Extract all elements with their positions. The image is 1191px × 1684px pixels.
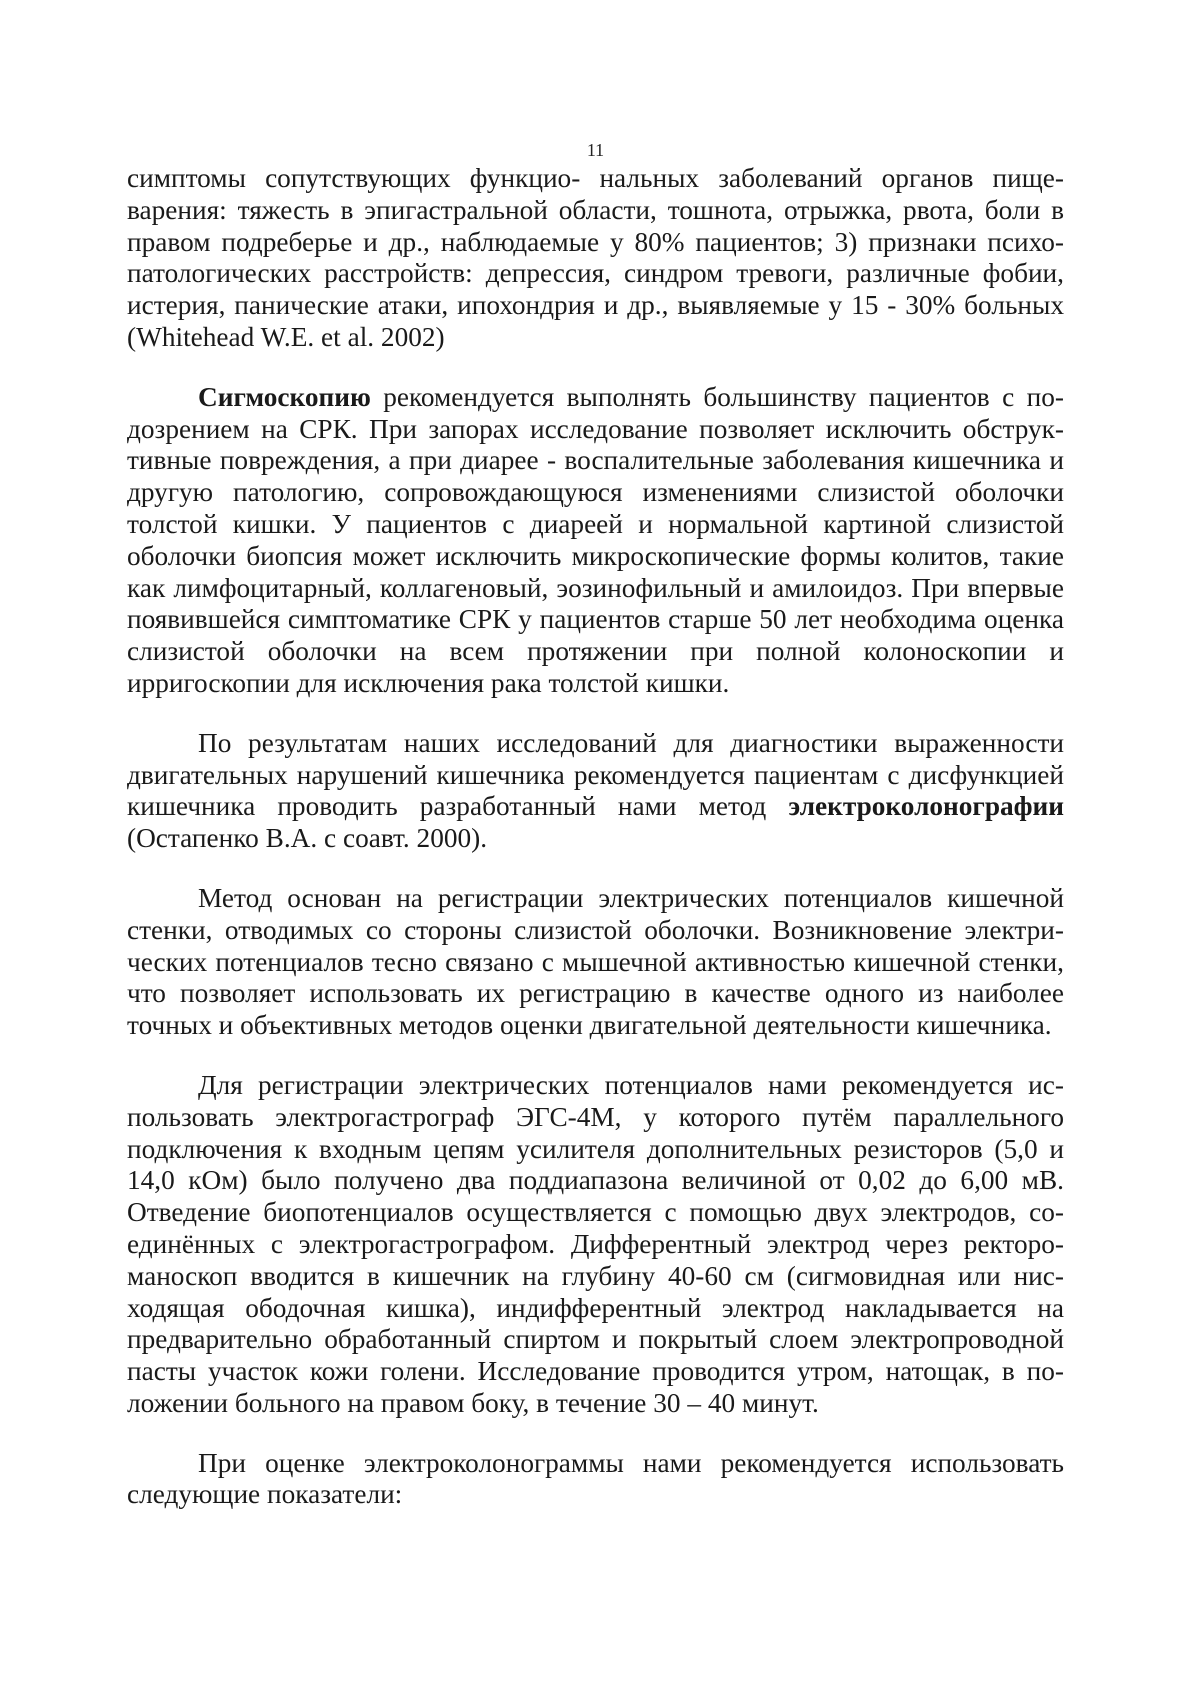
- text-segment: По результатам наших исследований для диагностики выраженности двигательных нарушений кишечника рекомендуется пациентам с дисфункцией кишечника проводить разработанный нами метод: [127, 727, 1064, 822]
- paragraph: [127, 728, 1064, 855]
- paragraph: [127, 382, 1064, 700]
- paragraph: [127, 1448, 1064, 1512]
- text-segment: При оценке электроколонограммы нами рекомендуется использовать следующие показатели:: [127, 1447, 1064, 1510]
- paragraph: [127, 1070, 1064, 1420]
- text-segment: симптомы сопутствующих функцио- нальных заболеваний органов пищеварения: тяжесть в эпигастральной области, тошнота, отрыжка, рвота, боли в правом подреберье и др., наблюдаемые у 80% пациентов; 3) признаки психопатологических расстройств: депрессия, синдром тревоги, различные фобии, истерия, панические атаки, ипохондрия и др., выявляемые у 15 - 30% больных (Whitehead W.E. et al. 2002): [127, 163, 1064, 352]
- bold-term: Сигмоскопию: [198, 381, 371, 412]
- text-segment: рекомендуется выполнять большинству пациентов с подозрением на СРК. При запорах исследование позволяет исключить обструктивные повреждения, а при диарее - воспалительные заболевания кишечника и другую патологию, сопровождающуюся изменениями слизистой оболочки толстой кишки. У пациентов с диареей и нормальной картиной слизистой оболочки биопсия может исключить микроскопические формы колитов, такие как лимфоцитарный, коллагеновый, эозинофильный и амилоидоз. При впервые появившейся симптоматике СРК у пациентов старше 50 лет необходима оценка слизистой оболочки на всем протяжении при полной колоноскопии и ирригоскопии для исключения рака толстой кишки.: [127, 381, 1064, 698]
- body-text: [127, 163, 1064, 1511]
- paragraph: [127, 883, 1064, 1042]
- paragraph-continuation: [127, 163, 1064, 354]
- text-segment: (Остапенко В.А. с соавт. 2000).: [127, 823, 488, 854]
- page-number: 11: [586, 140, 605, 160]
- bold-term: электроколонографии: [788, 791, 1064, 822]
- text-segment: Метод основан на регистрации электрических потенциалов кишечной стенки, отводимых со стороны слизистой оболочки. Возникновение электрических потенциалов тесно связано с мышечной активностью кишечной стенки, что позволяет использовать их регистрацию в качестве одного из наиболее точных и объективных методов оценки двигательной деятельности кишечника.: [127, 882, 1064, 1041]
- text-segment: Для регистрации электрических потенциалов нами рекомендуется использовать электрогастрограф ЭГС-4М, у которого путём параллельного подключения к входным цепям усилителя дополнительных резисторов (5,0 и 14,0 кОм) было получено два поддиапазона величиной от 0,02 до 6,00 мВ. Отведение биопотенциалов осуществляется с помощью двух электродов, соединённых с электрогастрографом. Дифферентный электрод через ректороманоскоп вводится в кишечник на глубину 40-60 см (сигмовидная или нисходящая ободочная кишка), индифферентный электрод накладывается на предварительно обработанный спиртом и покрытый слоем электропроводной пасты участок кожи голени. Исследование проводится утром, натощак, в положении больного на правом боку, в течение 30 – 40 минут.: [127, 1069, 1064, 1418]
